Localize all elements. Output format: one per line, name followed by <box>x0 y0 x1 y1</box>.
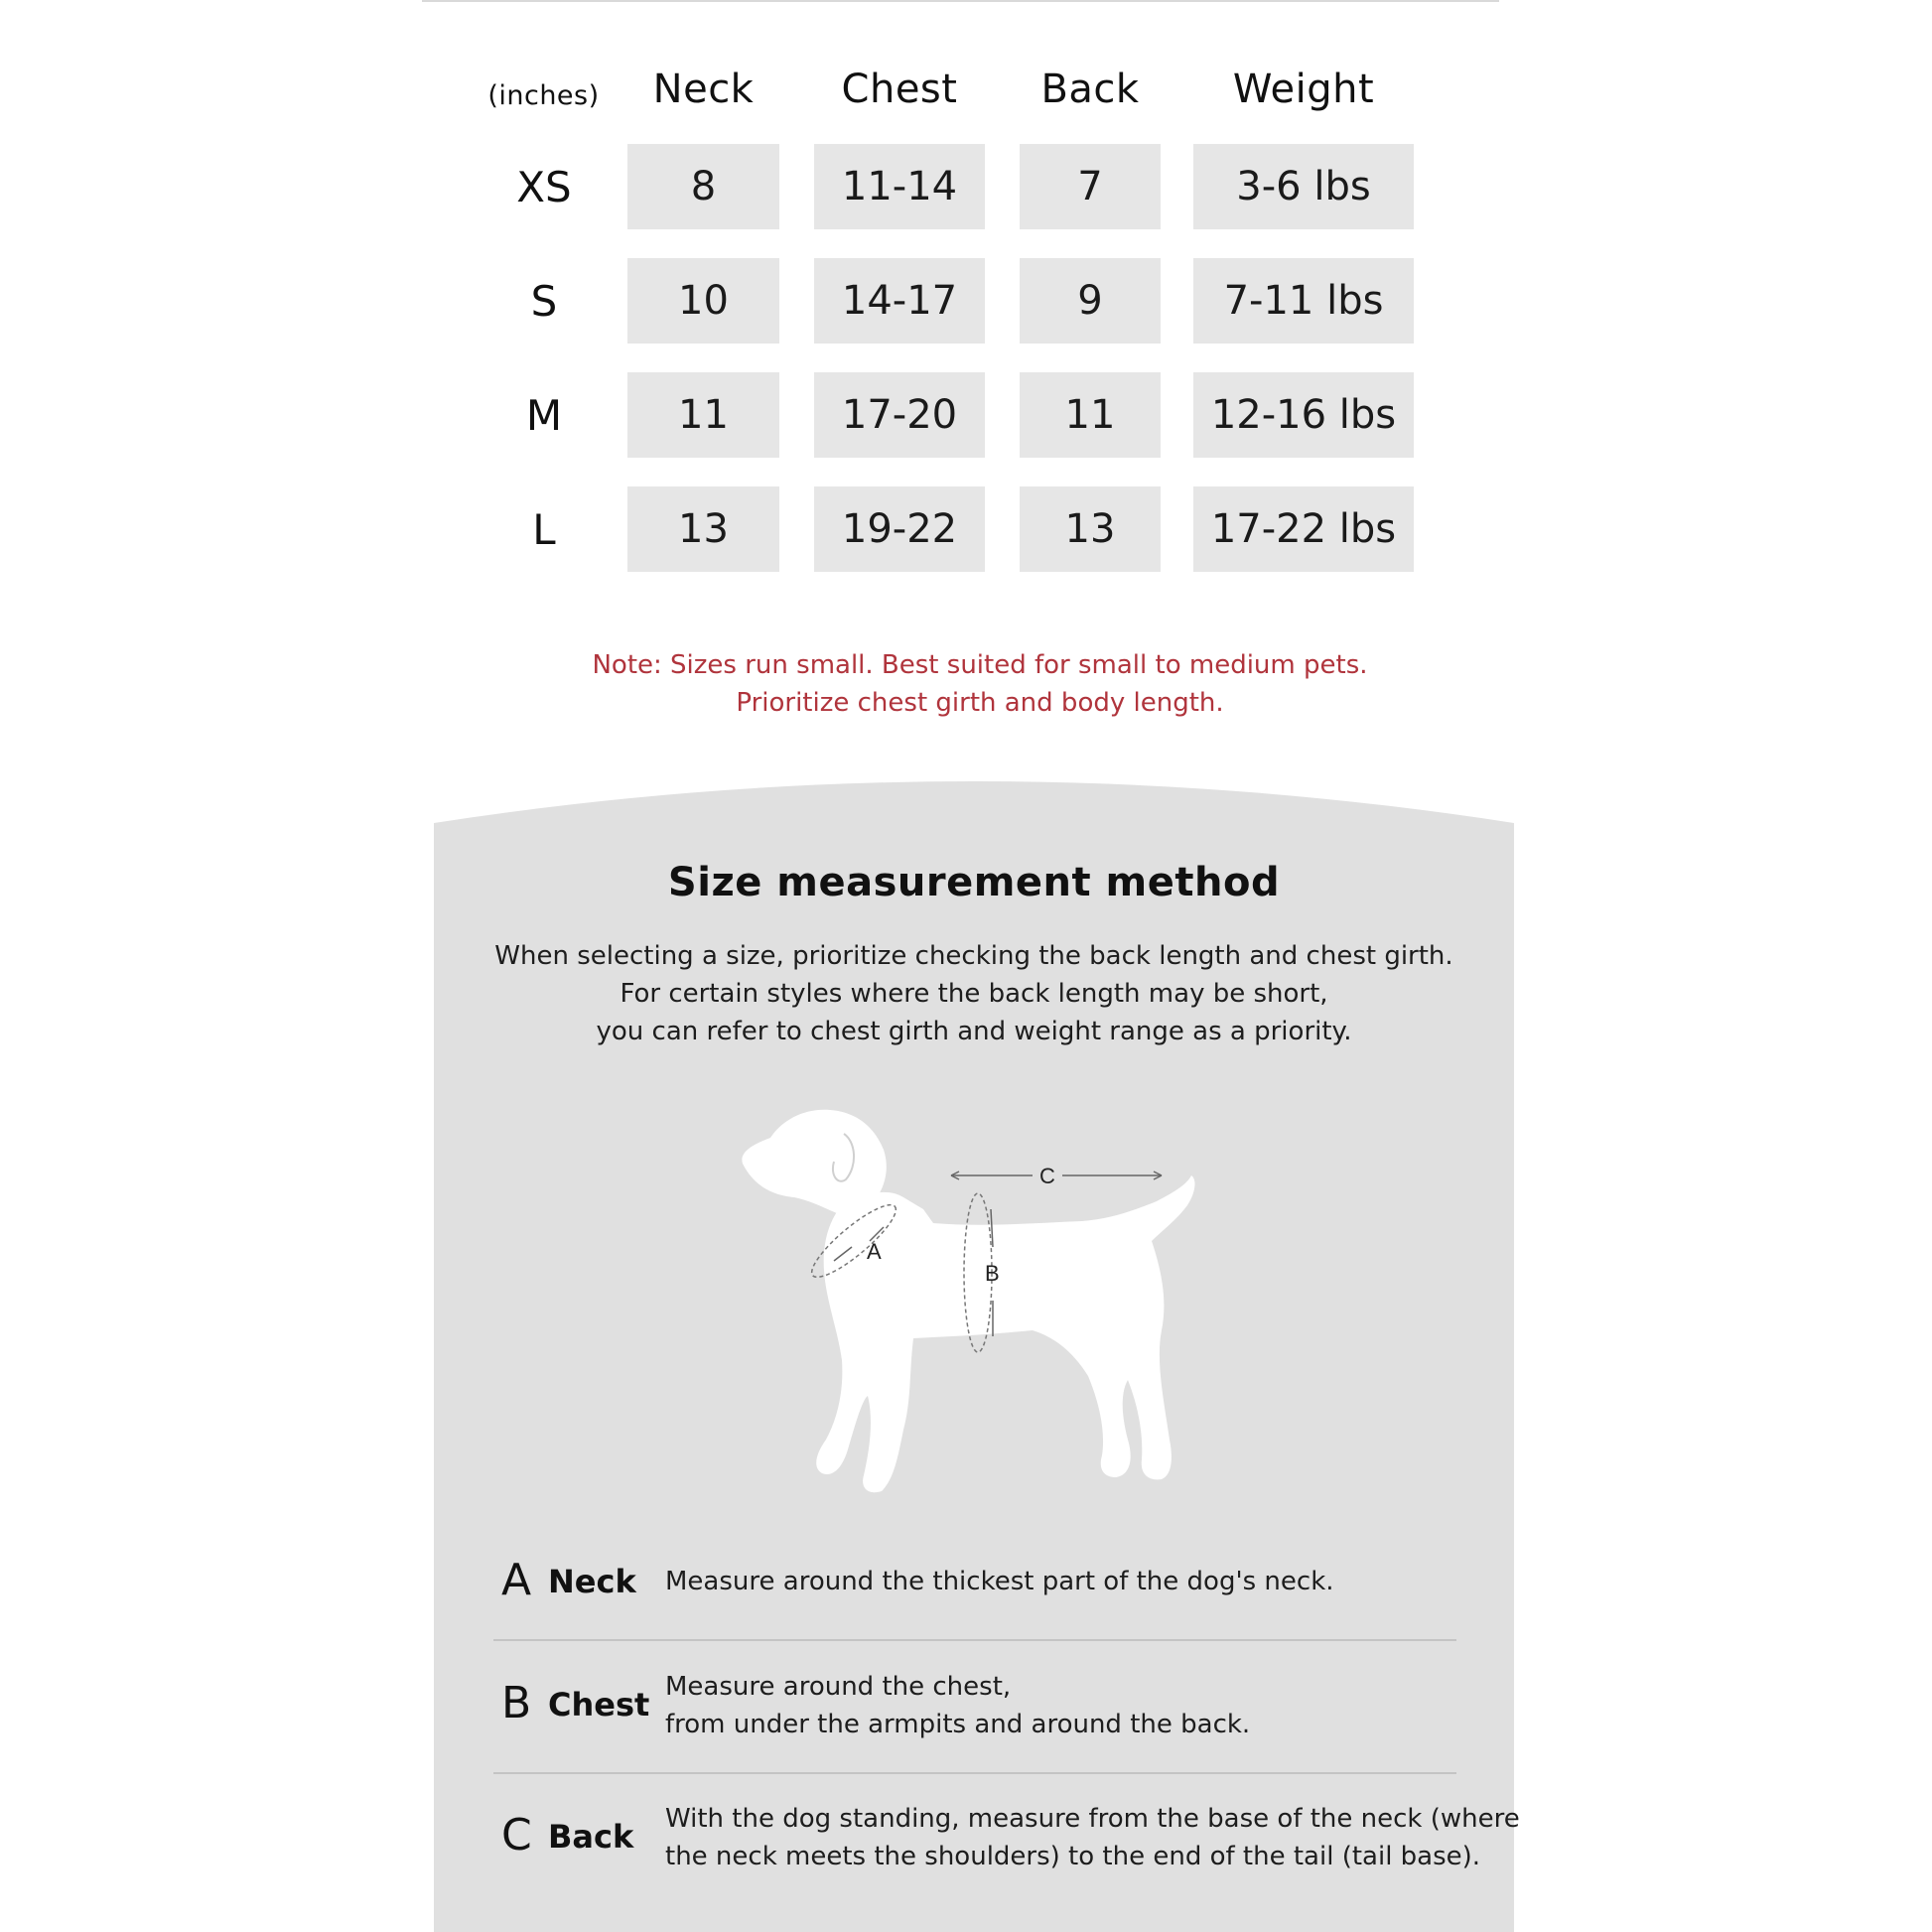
cell-m-neck: 11 <box>627 372 779 458</box>
dog-silhouette <box>742 1110 1194 1492</box>
cell-l-neck: 13 <box>627 486 779 572</box>
measure-desc-back-2: the neck meets the shoulders) to the end of the tail (tail base). <box>665 1842 1481 1871</box>
cell-s-neck: 10 <box>627 258 779 344</box>
cell-l-back: 13 <box>1020 486 1161 572</box>
row-divider <box>493 1639 1456 1641</box>
measure-row-back <box>493 1800 1520 1879</box>
measurement-desc-line-2: For certain styles where the back length may be short, <box>620 979 1328 1009</box>
measure-name-chest: Chest <box>548 1686 650 1724</box>
sizing-note <box>0 646 1932 722</box>
measure-desc-chest-1: Measure around the chest, <box>665 1672 1012 1702</box>
sizing-note-line-1: Note: Sizes run small. Best suited for small to medium pets. <box>592 650 1368 680</box>
size-label-s: S <box>530 276 558 326</box>
cell-m-chest: 17-20 <box>814 372 985 458</box>
measure-letter-c: C <box>501 1810 532 1861</box>
sizing-note-line-2: Prioritize chest girth and body length. <box>736 688 1224 718</box>
measurement-desc-line-1: When selecting a size, prioritize checking the back length and chest girth. <box>494 941 1453 971</box>
cell-s-back: 9 <box>1020 258 1161 344</box>
measure-letter-a: A <box>501 1555 532 1605</box>
cell-m-weight: 12-16 lbs <box>1193 372 1414 458</box>
size-label-m: M <box>525 390 563 440</box>
cell-l-weight: 17-22 lbs <box>1193 486 1414 572</box>
cell-xs-weight: 3-6 lbs <box>1193 144 1414 229</box>
cell-m-back: 11 <box>1020 372 1161 458</box>
measure-name-back: Back <box>548 1818 634 1856</box>
measurement-desc-line-3: you can refer to chest girth and weight range as a priority. <box>596 1017 1352 1046</box>
units-label: (inches) <box>487 79 600 111</box>
measure-desc-chest-2: from under the armpits and around the back. <box>665 1710 1251 1739</box>
cell-xs-chest: 11-14 <box>814 144 985 229</box>
measure-desc-neck: Measure around the thickest part of the dog's neck. <box>665 1567 1334 1596</box>
size-chart-table <box>0 0 1932 596</box>
header-weight: Weight <box>1232 67 1375 112</box>
dog-diagram <box>735 1102 1211 1499</box>
size-label-l: L <box>532 504 556 554</box>
label-c: C <box>1039 1164 1055 1188</box>
measure-name-neck: Neck <box>548 1563 636 1600</box>
cell-l-chest: 19-22 <box>814 486 985 572</box>
measurement-description <box>434 937 1514 1050</box>
cell-xs-neck: 8 <box>627 144 779 229</box>
measure-letter-b: B <box>501 1678 532 1728</box>
header-chest: Chest <box>841 67 958 112</box>
cell-s-chest: 14-17 <box>814 258 985 344</box>
label-b: B <box>985 1261 1000 1286</box>
cell-xs-back: 7 <box>1020 144 1161 229</box>
row-divider <box>493 1772 1456 1774</box>
header-back: Back <box>1040 67 1140 112</box>
measure-desc-back-1: With the dog standing, measure from the base of the neck (where <box>665 1804 1520 1834</box>
measure-row-neck <box>493 1555 1456 1614</box>
cell-s-weight: 7-11 lbs <box>1193 258 1414 344</box>
label-a: A <box>867 1239 882 1264</box>
measurement-title: Size measurement method <box>667 860 1281 905</box>
header-neck: Neck <box>652 67 755 112</box>
measure-row-chest <box>493 1668 1456 1747</box>
size-label-xs: XS <box>516 162 572 211</box>
